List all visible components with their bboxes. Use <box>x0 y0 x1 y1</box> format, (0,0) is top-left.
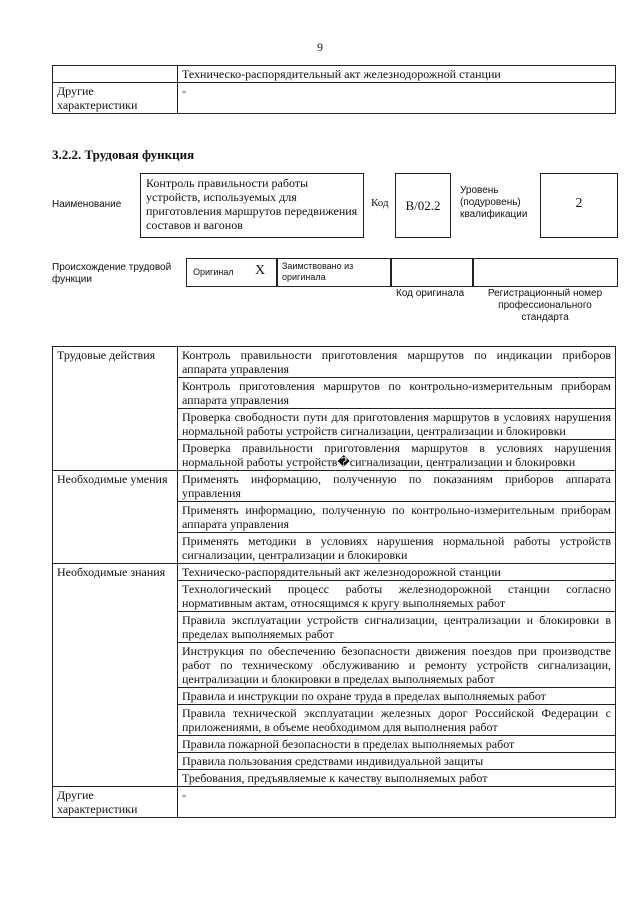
list-item: Правила пользования средствами индивидуальной защиты <box>178 753 616 770</box>
row-value: - <box>178 83 616 114</box>
list-item: Применять информацию, полученную по показаниям приборов аппарата управления <box>178 471 616 502</box>
original-label: Оригинал <box>193 267 234 277</box>
section-title: 3.2.2. Трудовая функция <box>52 147 195 162</box>
list-item: Проверка правильности приготовления маршрутов в условиях нарушения нормальной работы устройств�сигнализации, централизации и блокировки <box>178 440 616 471</box>
code-value: В/02.2 <box>405 198 441 213</box>
other-value: - <box>178 787 616 818</box>
other-label: Другие характеристики <box>53 787 178 818</box>
name-label: Наименование <box>52 199 122 210</box>
original-box <box>186 258 278 287</box>
list-item: Техническо-распорядительный акт железнодорожной станции <box>178 564 616 581</box>
code-original-box <box>390 258 474 287</box>
code-label: Код <box>371 197 389 209</box>
knowledge-label: Необходимые знания <box>53 564 178 787</box>
list-item: Правила технической эксплуатации железных дорог Российской Федерации с приложениями, в объеме необходимом для выполнения работ <box>178 705 616 736</box>
row-label: Другие характеристики <box>53 83 178 114</box>
origin-label: Происхождение трудовой функции <box>52 262 172 285</box>
list-item: Технологический процесс работы железнодорожной станции согласно нормативным актам, относящимся к кругу выполняемых работ <box>178 581 616 612</box>
labor-actions-label: Трудовые действия <box>53 347 178 471</box>
reg-number-caption: Регистрационный номер профессионального стандарта <box>487 288 603 323</box>
level-label: Уровень (подуровень) квалификации <box>460 185 528 220</box>
table-row <box>53 471 616 502</box>
list-item: Правила и инструкции по охране труда в пределах выполняемых работ <box>178 688 616 705</box>
code-original-caption: Код оригинала <box>396 288 465 299</box>
list-item: Контроль приготовления маршрутов по контрольно-измерительным приборам аппарата управления <box>178 378 616 409</box>
list-item: Проверка свободности пути для приготовления маршрутов в условиях нарушения нормальной работы устройств сигнализации, централизации и блокировки <box>178 409 616 440</box>
list-item: Применять методики в условиях нарушения нормальной работы устройств сигнализации, централизации и блокировки <box>178 533 616 564</box>
level-value: 2 <box>575 196 583 211</box>
borrowed-label: Заимствовано из оригинала <box>282 261 354 282</box>
table-row <box>53 83 616 114</box>
list-item: Правила эксплуатации устройств сигнализации, централизации и блокировки в пределах выполняемых работ <box>178 612 616 643</box>
list-item: Инструкция по обеспечению безопасности движения поездов при производстве работ по техническому обслуживанию и ремонту устройств сигнализации, централизации и блокировки в пределах выполняемых работ <box>178 643 616 688</box>
page-number: 9 <box>317 40 323 54</box>
main-table <box>52 346 616 818</box>
table-row <box>53 66 616 83</box>
table-row <box>53 564 616 581</box>
level-box <box>540 173 618 238</box>
list-item: Требования, предъявляемые к качеству выполняемых работ <box>178 770 616 787</box>
reg-number-box <box>472 258 618 287</box>
list-item: Применять информацию, полученную по контрольно-измерительным приборам аппарата управления <box>178 502 616 533</box>
table-row <box>53 347 616 378</box>
name-box <box>140 173 364 238</box>
borrowed-box <box>276 258 392 287</box>
name-value: Контроль правильности работы устройств, используемых для приготовления маршрутов передвижения составов и вагонов <box>146 176 358 232</box>
skills-label: Необходимые умения <box>53 471 178 564</box>
table-cell: Техническо-распорядительный акт железнодорожной станции <box>178 66 616 83</box>
table-row <box>53 787 616 818</box>
list-item: Правила пожарной безопасности в пределах выполняемых работ <box>178 736 616 753</box>
original-mark: X <box>255 263 266 278</box>
top-table <box>52 65 616 114</box>
table-cell <box>53 66 178 83</box>
list-item: Контроль правильности приготовления маршрутов по индикации приборов аппарата управления <box>178 347 616 378</box>
code-box <box>395 173 451 238</box>
